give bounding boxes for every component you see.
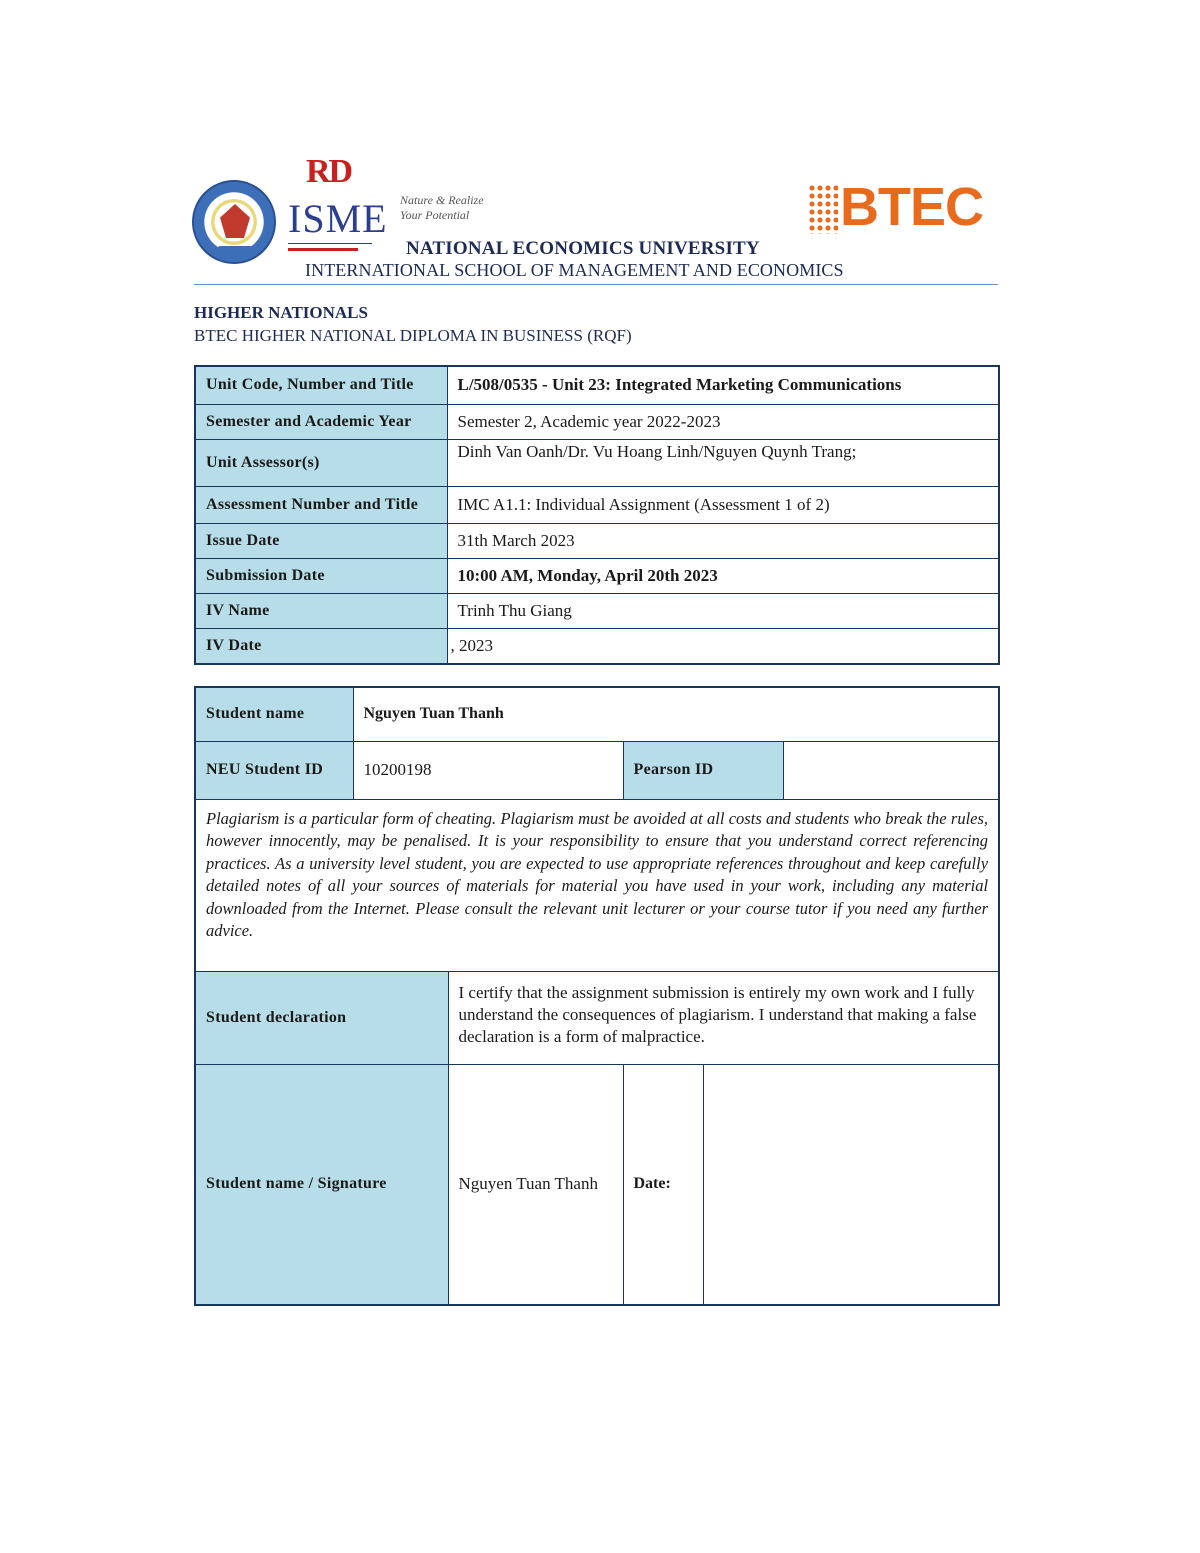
student-id-value: 10200198: [353, 741, 623, 799]
isme-logo-text: ISME: [288, 196, 388, 241]
isme-logo-mark: RD: [306, 153, 352, 190]
issue-date-value: 31th March 2023: [447, 523, 999, 558]
table-row: [195, 404, 999, 439]
table-row: [195, 593, 999, 628]
unit-code-label: Unit Code, Number and Title: [195, 366, 447, 404]
neu-seal-logo: [192, 180, 276, 264]
semester-label: Semester and Academic Year: [195, 404, 447, 439]
btec-logo: [808, 177, 998, 238]
school-name: INTERNATIONAL SCHOOL OF MANAGEMENT AND ECONOMICS: [305, 260, 844, 280]
unit-details-table: [194, 365, 1000, 665]
table-row: [195, 439, 999, 486]
issue-date-label: Issue Date: [195, 523, 447, 558]
programme-title: HIGHER NATIONALS: [194, 303, 368, 322]
assessment-label: Assessment Number and Title: [195, 486, 447, 523]
table-row: [195, 558, 999, 593]
signature-label: Student name / Signature: [195, 1064, 448, 1305]
programme-subtitle: BTEC HIGHER NATIONAL DIPLOMA IN BUSINESS (RQF): [194, 326, 632, 345]
table-row: [195, 799, 999, 971]
iv-date-value: , 2023: [447, 628, 999, 664]
semester-value: Semester 2, Academic year 2022-2023: [447, 404, 999, 439]
student-declaration-label: Student declaration: [195, 971, 448, 1064]
unit-code-value: L/508/0535 - Unit 23: Integrated Marketing Communications: [447, 366, 999, 404]
date-label: Date:: [623, 1064, 703, 1305]
plagiarism-notice: Plagiarism is a particular form of cheating. Plagiarism must be avoided at all costs and students who break the rules, however innocently, may be penalised. It is your responsibility to ensure that you understand correct referencing practices. As a university level student, you are expected to use appropriate references throughout and keep carefully detailed notes of all your sources of materials for material you have used in your work, including any material downloaded from the Internet. Please consult the relevant unit lecturer or your course tutor if you need any further advice.: [195, 799, 999, 971]
student-declaration-text: I certify that the assignment submission is entirely my own work and I fully understand the consequences of plagiarism. I understand that making a false declaration is a form of malpractice.: [448, 971, 999, 1064]
isme-tagline: Nature & Realize Your Potential: [400, 193, 484, 222]
iv-date-label: IV Date: [195, 628, 447, 664]
date-value: [703, 1064, 999, 1305]
submission-date-value: 10:00 AM, Monday, April 20th 2023: [447, 558, 999, 593]
btec-dots-icon: [808, 184, 838, 234]
student-name-label: Student name: [195, 687, 353, 741]
isme-logo: [288, 153, 390, 263]
iv-name-label: IV Name: [195, 593, 447, 628]
student-details-table: [194, 686, 1000, 1306]
btec-logo-text: BTEC: [840, 177, 983, 237]
table-row: [195, 741, 999, 799]
table-row: [195, 366, 999, 404]
university-name: NATIONAL ECONOMICS UNIVERSITY: [406, 238, 760, 259]
assessment-value: IMC A1.1: Individual Assignment (Assessment 1 of 2): [447, 486, 999, 523]
header-divider: [194, 284, 998, 285]
table-row: [195, 523, 999, 558]
table-row: [195, 486, 999, 523]
student-name-value: Nguyen Tuan Thanh: [353, 687, 999, 741]
assessor-label: Unit Assessor(s): [195, 439, 447, 486]
table-row: [195, 628, 999, 664]
submission-date-label: Submission Date: [195, 558, 447, 593]
table-row: [195, 971, 999, 1064]
student-id-label: NEU Student ID: [195, 741, 353, 799]
pearson-id-label: Pearson ID: [623, 741, 783, 799]
iv-name-value: Trinh Thu Giang: [447, 593, 999, 628]
assessor-value: Dinh Van Oanh/Dr. Vu Hoang Linh/Nguyen Quynh Trang;: [447, 439, 999, 486]
table-row: [195, 687, 999, 741]
pearson-id-value: [783, 741, 999, 799]
signature-value: Nguyen Tuan Thanh: [448, 1064, 623, 1305]
table-row: [195, 1064, 999, 1305]
